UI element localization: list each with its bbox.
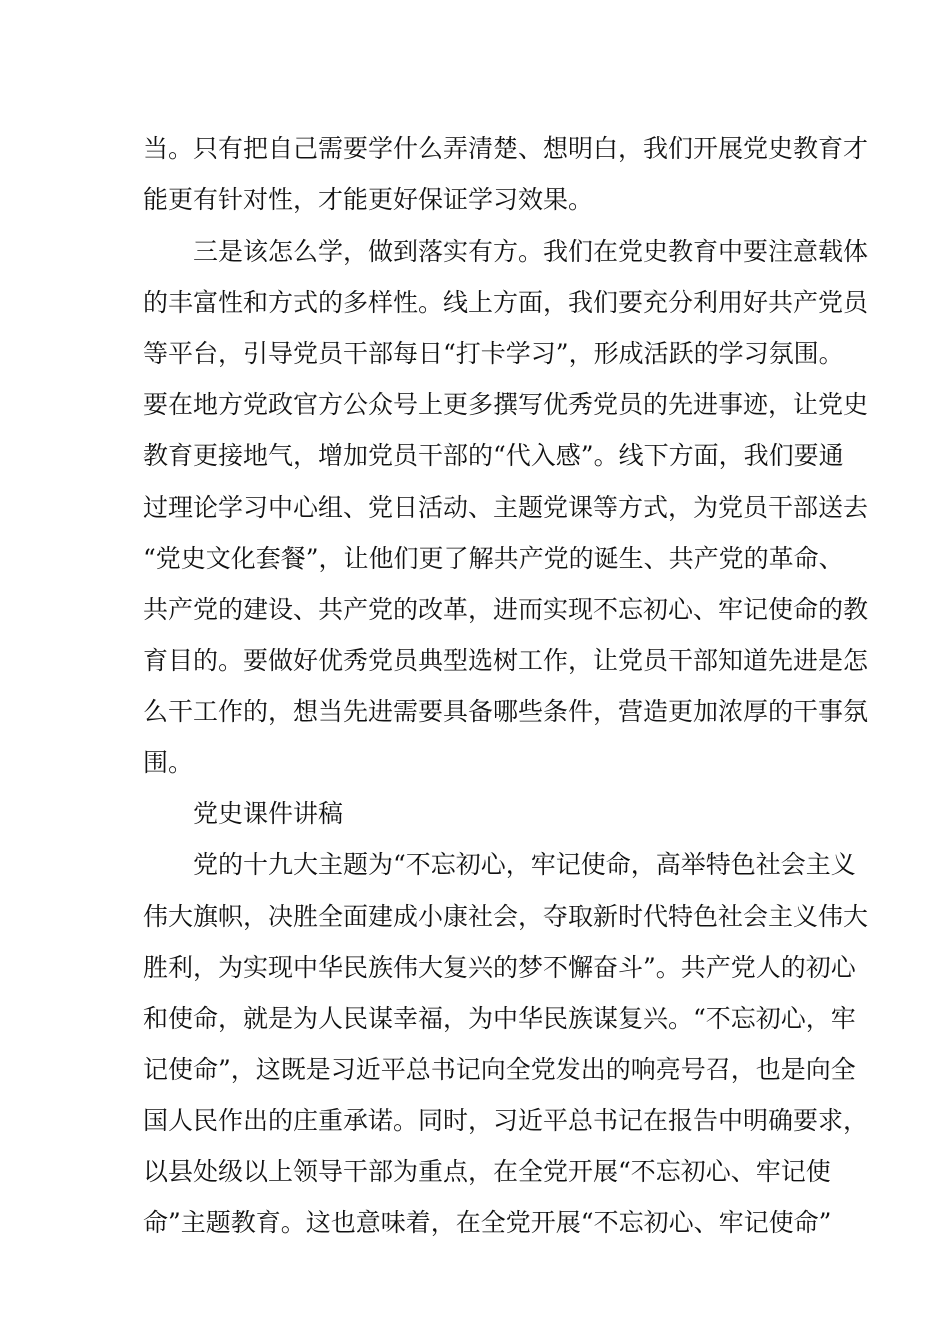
- text-line: 以县处级以上领导干部为重点，在全党开展“不忘初心、牢记使: [143, 1157, 831, 1186]
- text-line: 共产党的建设、共产党的改革，进而实现不忘初心、牢记使命的教: [143, 595, 869, 624]
- text-line: 国人民作出的庄重承诺。同时，习近平总书记在报告中明确要求，: [143, 1106, 869, 1135]
- text-line: 当。只有把自己需要学什么弄清楚、想明白，我们开展党史教育才: [143, 134, 869, 163]
- text-line: 等平台，引导党员干部每日“打卡学习”，形成活跃的学习氛围。: [143, 339, 844, 368]
- text-line: 要在地方党政官方公众号上更多撰写优秀党员的先进事迹，让党史: [143, 390, 869, 419]
- text-line: 围。: [143, 748, 194, 777]
- text-line: 记使命”，这既是习近平总书记向全党发出的响亮号召，也是向全: [143, 1055, 856, 1084]
- text-line: 命”主题教育。这也意味着，在全党开展“不忘初心、牢记使命”: [143, 1208, 832, 1237]
- text-line: 胜利，为实现中华民族伟大复兴的梦不懈奋斗”。共产党人的初心: [143, 953, 856, 982]
- text-line: 伟大旗帜，决胜全面建成小康社会，夺取新时代特色社会主义伟大: [143, 902, 869, 931]
- text-line: 过理论学习中心组、党日活动、主题党课等方式，为党员干部送去: [143, 493, 869, 522]
- text-line: 教育更接地气，增加党员干部的“代入感”。线下方面，我们要通: [143, 441, 844, 470]
- text-line: 和使命，就是为人民谋幸福，为中华民族谋复兴。“不忘初心，牢: [143, 1004, 856, 1033]
- text-line: 党的十九大主题为“不忘初心，牢记使命，高举特色社会主义: [193, 850, 856, 879]
- text-line: “党史文化套餐”，让他们更了解共产党的诞生、共产党的革命、: [143, 544, 844, 573]
- text-line: 三是该怎么学，做到落实有方。我们在党史教育中要注意载体: [193, 237, 869, 266]
- section-heading: 党史课件讲稿: [193, 799, 344, 828]
- text-line: 的丰富性和方式的多样性。线上方面，我们要充分利用好共产党员: [143, 288, 869, 317]
- text-line: 育目的。要做好优秀党员典型选树工作，让党员干部知道先进是怎: [143, 646, 869, 675]
- text-line: 么干工作的，想当先进需要具备哪些条件，营造更加浓厚的干事氛: [143, 697, 869, 726]
- text-line: 能更有针对性，才能更好保证学习效果。: [143, 185, 594, 214]
